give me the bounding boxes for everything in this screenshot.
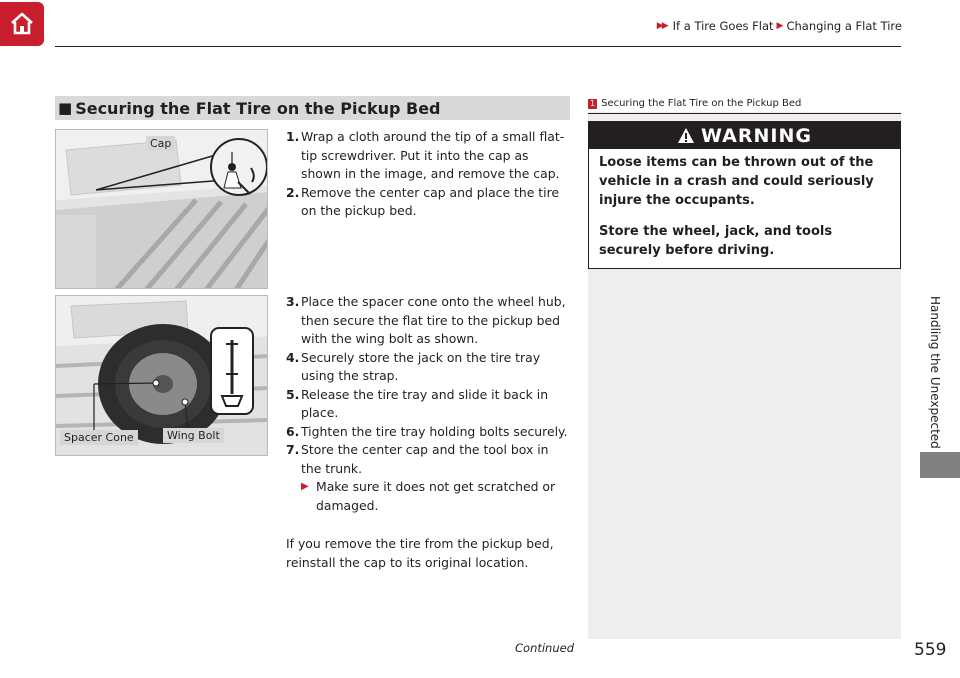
continued-label: Continued (515, 641, 575, 655)
list-item: 7. Store the center cap and the tool box in the trunk. (286, 442, 549, 476)
breadcrumb-item-changing-tire[interactable]: Changing a Flat Tire (786, 19, 902, 33)
warning-banner (589, 122, 900, 149)
breadcrumb-arrow-icon: ▶▶ (656, 21, 667, 31)
warning-paragraph: Store the wheel, jack, and tools securely before driving. (599, 224, 833, 258)
warning-text (589, 149, 900, 276)
sidebar-divider (588, 113, 901, 114)
list-item: 1. Wrap a cloth around the tip of a small flat-tip screwdriver. Put it into the cap as shown in the image, and remove the cap. (286, 129, 565, 181)
sidebar-heading (588, 98, 801, 109)
step-note: ▶ Make sure it does not get scratched or damaged. (286, 478, 570, 515)
home-button[interactable] (0, 2, 44, 46)
list-item: 4. Securely store the jack on the tire tray using the strap. (286, 349, 541, 383)
chapter-tab-label: Handling the Unexpected (928, 295, 942, 449)
breadcrumb-item-flat-tire[interactable]: If a Tire Goes Flat (672, 19, 774, 33)
page-number: 559 (914, 640, 947, 660)
breadcrumb (657, 19, 902, 33)
home-icon (8, 10, 36, 38)
warning-box (588, 121, 901, 269)
section-title: Securing the Flat Tire on the Pickup Bed (75, 98, 441, 118)
reference-badge: 1 (590, 98, 596, 108)
section-header (55, 96, 570, 120)
warning-paragraph: Loose items can be thrown out of the vehicle in a crash and could seriously injure the occupants. (599, 155, 874, 208)
chapter-tab[interactable] (920, 452, 960, 478)
steps-list-part2 (286, 293, 570, 515)
callout-spacer-cone-label: Spacer Cone (60, 430, 138, 445)
callout-cap-label: Cap (146, 136, 175, 151)
section-marker-icon: ■ (58, 99, 73, 117)
figure-cap-removal (55, 129, 268, 289)
list-item: 5. Release the tire tray and slide it back in place. (286, 386, 549, 420)
callout-wing-bolt-label: Wing Bolt (163, 428, 224, 443)
closing-paragraph: If you remove the tire from the pickup bed, reinstall the cap to its original location. (286, 536, 554, 570)
sidebar-heading-text: Securing the Flat Tire on the Pickup Bed (601, 98, 802, 109)
steps-list-part1 (286, 128, 570, 221)
list-item: 2. Remove the center cap and place the tire on the pickup bed. (286, 184, 560, 218)
breadcrumb-arrow-icon: ▶ (776, 21, 784, 31)
note-arrow-icon: ▶ (301, 481, 309, 492)
warning-icon (677, 127, 695, 145)
list-item: 3. Place the spacer cone onto the wheel hub, then secure the flat tire to the pickup bed with the wing bolt as shown. (286, 294, 566, 346)
header-divider (55, 46, 901, 47)
warning-title: WARNING (701, 124, 812, 147)
list-item: 6. Tighten the tire tray holding bolts securely. (286, 423, 568, 439)
